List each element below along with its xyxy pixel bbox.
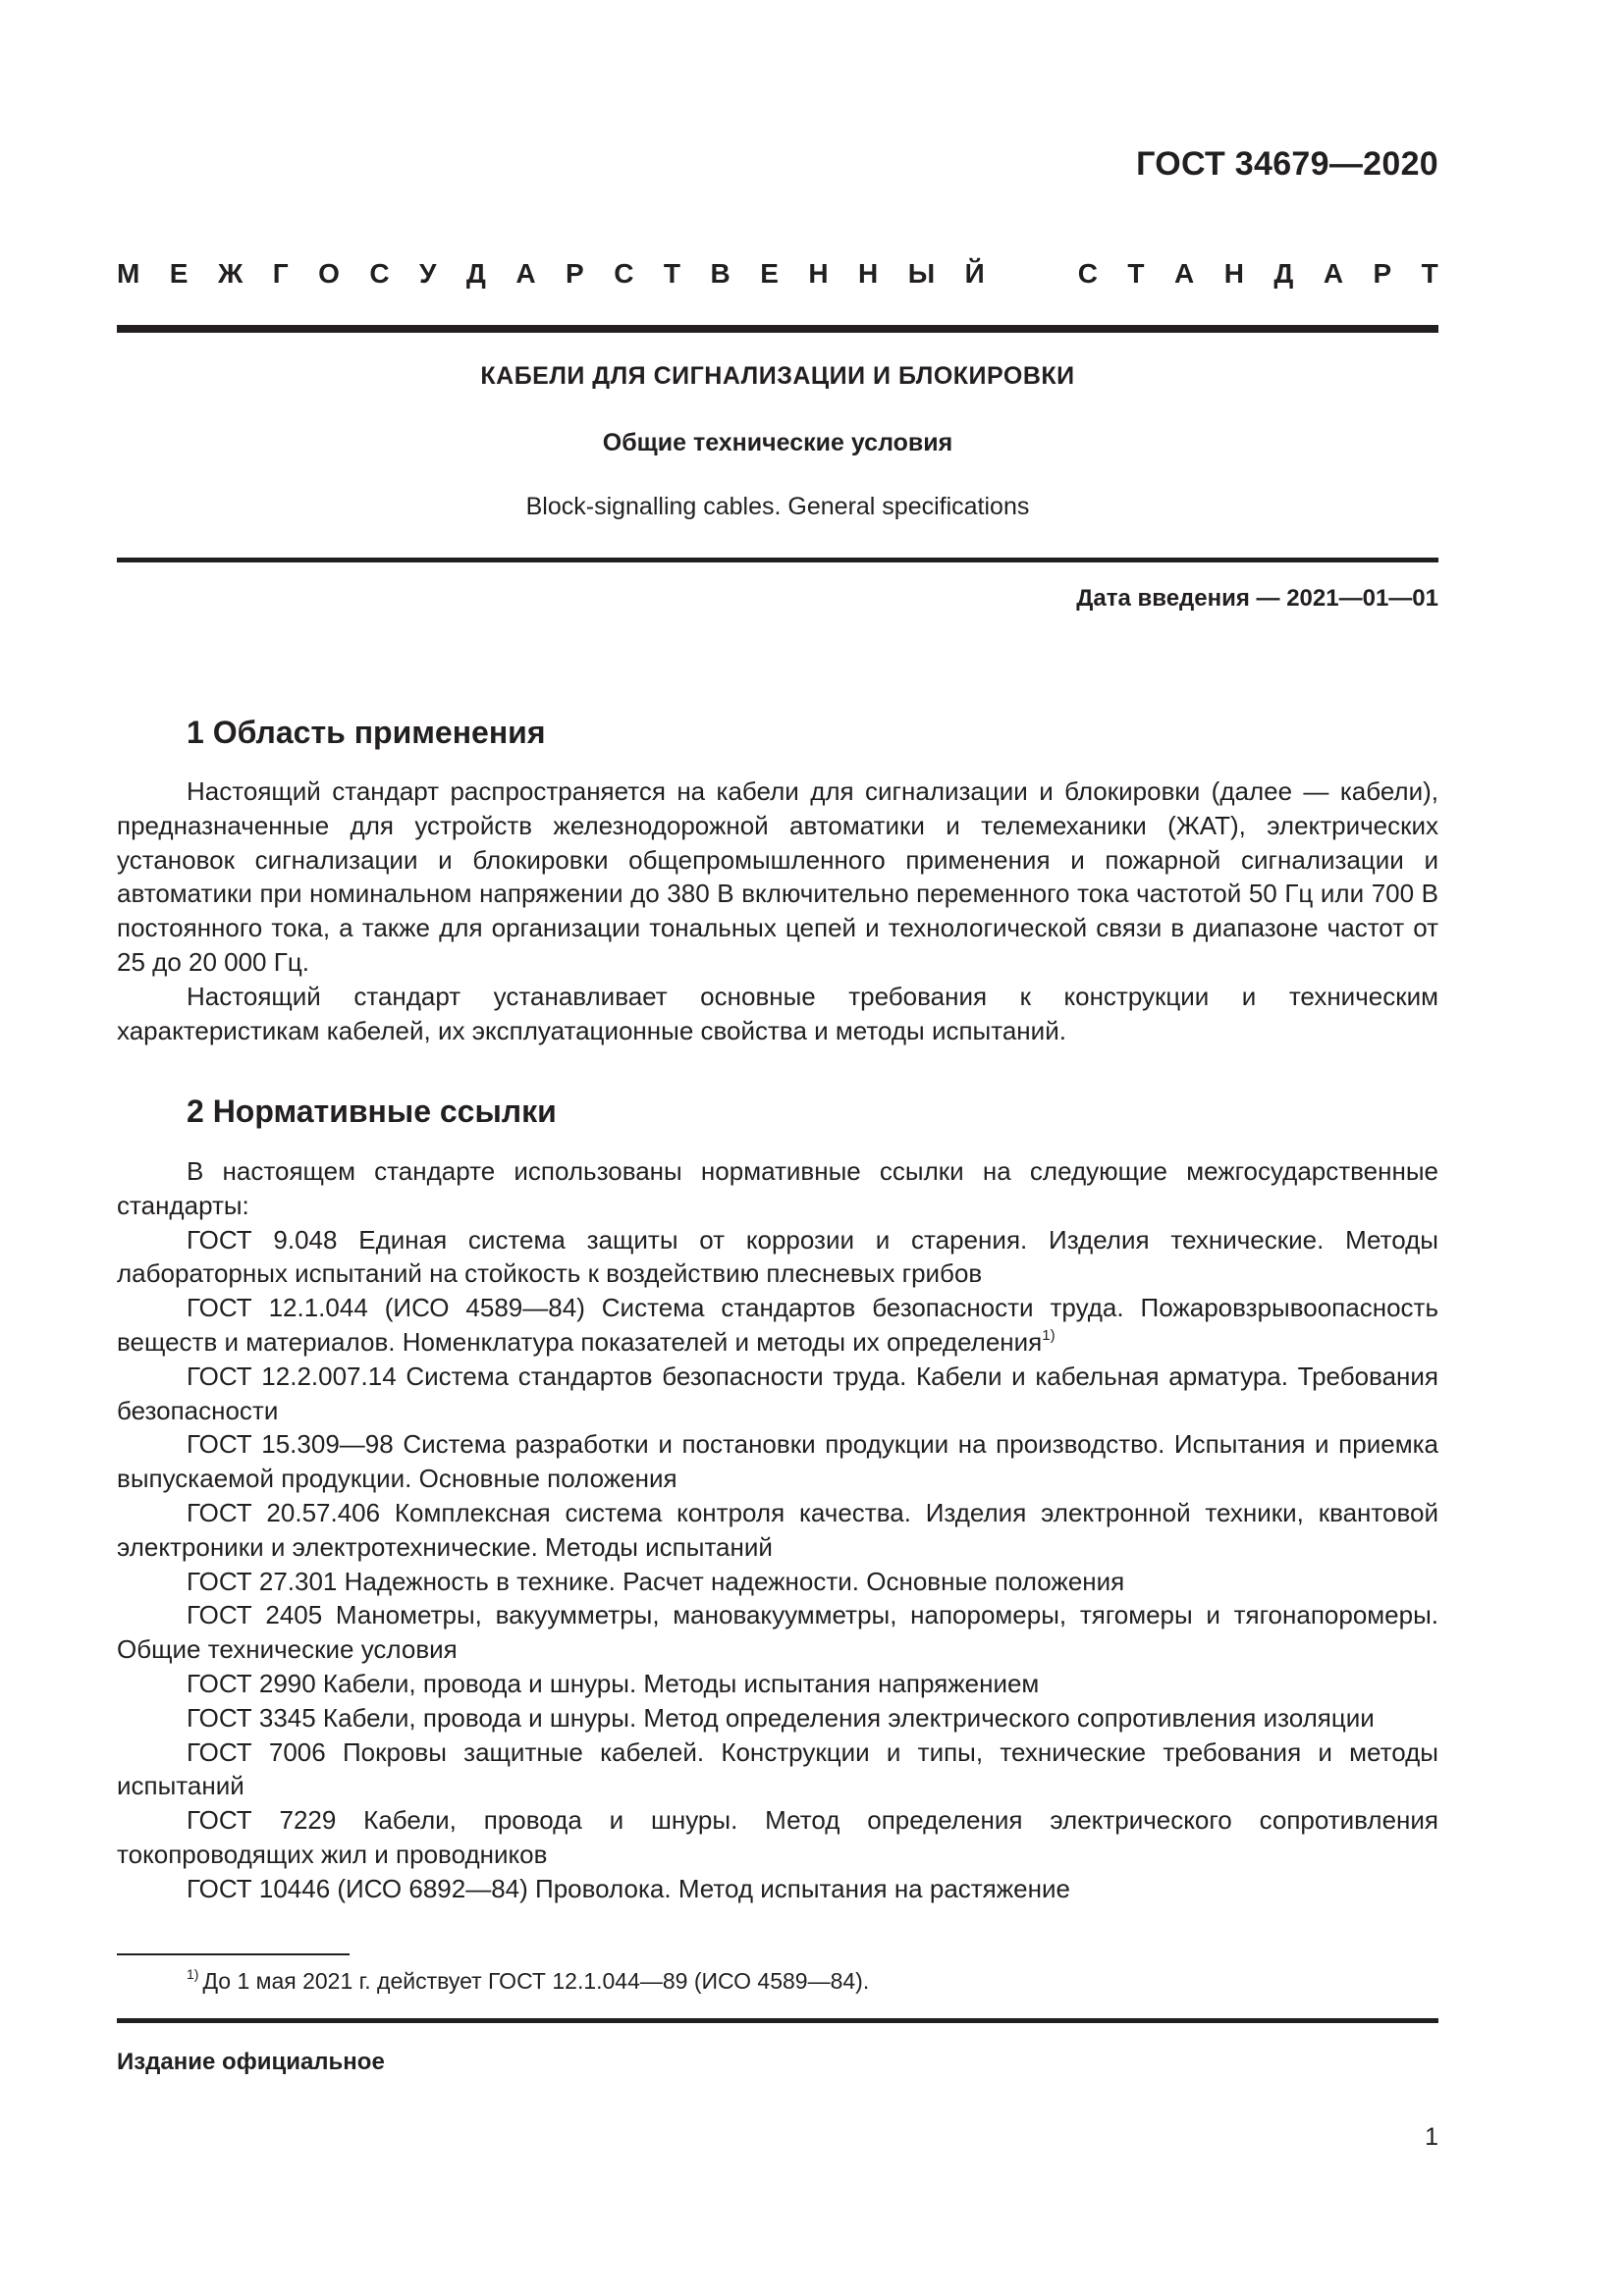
spaced-letter: С <box>614 258 634 289</box>
reference-item: ГОСТ 9.048 Единая система защиты от коррозии и старения. Изделия технические. Методы лабораторных испытаний на стойкость к воздействию плесневых грибов <box>117 1224 1438 1289</box>
spaced-letter: У <box>419 258 437 289</box>
reference-text: ГОСТ 12.1.044 (ИСО 4589—84) Система стандартов безопасности труда. Пожаровзрывоопасность веществ и материалов. Номенклатура показателей и методы их определения <box>117 1293 1438 1357</box>
footnote-reference-mark[interactable]: 1) <box>1042 1326 1056 1344</box>
spaced-letter: Р <box>566 258 584 289</box>
spaced-letter: Е <box>760 258 779 289</box>
document-title: КАБЕЛИ ДЛЯ СИГНАЛИЗАЦИИ И БЛОКИРОВКИ <box>480 362 1075 390</box>
section-2-body <box>117 1154 1438 1906</box>
reference-item: ГОСТ 20.57.406 Комплексная система контроля качества. Изделия электронной техники, квантовой электроники и электротехнические. Методы испытаний <box>117 1497 1438 1562</box>
spaced-letter: А <box>1173 258 1195 289</box>
spaced-letter: М <box>117 258 140 289</box>
footnote-mark: 1) <box>187 1966 199 1982</box>
spaced-letter: Д <box>465 258 486 289</box>
document-title-english: Block-signalling cables. General specifications <box>525 493 1030 520</box>
reference-item: ГОСТ 15.309—98 Система разработки и постановки продукции на производство. Испытания и приемка выпускаемой продукции. Основные положения <box>117 1429 1438 1494</box>
spaced-letter: С <box>1077 258 1098 289</box>
reference-item: ГОСТ 2405 Манометры, вакуумметры, мановакуумметры, напоромеры, тягомеры и тягонапоромеры. Общие технические условия <box>117 1600 1438 1665</box>
section-2-intro: В настоящем стандарте использованы нормативные ссылки на следующие межгосударственные стандарты: <box>117 1156 1438 1220</box>
reference-item: ГОСТ 27.301 Надежность в технике. Расчет надежности. Основные положения <box>187 1566 1125 1596</box>
spaced-letter: Т <box>1421 258 1438 289</box>
spaced-letter: Н <box>808 258 829 289</box>
spaced-letter: Р <box>1373 258 1392 289</box>
spaced-letter: Т <box>663 258 681 289</box>
page-number: 1 <box>1425 2123 1438 2151</box>
spaced-letter: О <box>318 258 340 289</box>
standard-number: ГОСТ 34679—2020 <box>1136 145 1438 183</box>
section-1-heading: 1 Область применения <box>187 715 546 750</box>
reference-item: ГОСТ 12.2.007.14 Система стандартов безопасности труда. Кабели и кабельная арматура. Требования безопасности <box>117 1361 1438 1425</box>
spaced-letter: С <box>369 258 390 289</box>
word-gap <box>1014 258 1048 290</box>
spaced-letter: Ж <box>217 258 244 289</box>
spaced-letter: Д <box>1273 258 1294 289</box>
introduction-date: Дата введения — 2021—01—01 <box>1076 585 1438 612</box>
spaced-letter: Й <box>964 258 985 289</box>
spaced-letter: Г <box>272 258 289 289</box>
spaced-letter: А <box>515 258 536 289</box>
reference-item: ГОСТ 10446 (ИСО 6892—84) Проволока. Метод испытания на растяжение <box>187 1873 1070 1903</box>
spaced-letter: А <box>1323 258 1344 289</box>
spaced-letter: Н <box>1223 258 1244 289</box>
spaced-letter: Н <box>858 258 879 289</box>
standard-type-line <box>117 258 1438 290</box>
document-page <box>117 0 1438 2296</box>
spaced-letter: Ы <box>907 258 936 289</box>
footnote-separator <box>117 1953 350 1955</box>
reference-item: ГОСТ 7229 Кабели, провода и шнуры. Метод определения электрического сопротивления токопроводящих жил и проводников <box>117 1805 1438 1869</box>
section-1-paragraph: Настоящий стандарт устанавливает основные требования к конструкции и техническим характеристикам кабелей, их эксплуатационные свойства и методы испытаний. <box>117 981 1438 1045</box>
reference-item: ГОСТ 7006 Покровы защитные кабелей. Конструкции и типы, технические требования и методы испытаний <box>117 1736 1438 1801</box>
spaced-letter: Е <box>169 258 189 289</box>
reference-item: ГОСТ 2990 Кабели, провода и шнуры. Методы испытания напряжением <box>187 1668 1040 1698</box>
spaced-letter: Т <box>1127 258 1145 289</box>
document-subtitle: Общие технические условия <box>602 429 953 456</box>
footnote <box>187 1968 869 1995</box>
spaced-letter: В <box>710 258 731 289</box>
section-1-paragraph: Настоящий стандарт распространяется на кабели для сигнализации и блокировки (далее — кабели), предназначенные для устройств железнодорожной автоматики и телемеханики (ЖАТ), электрических установок сигнализации и блокировки общепромышленного применения и пожарной сигнализации и автоматики при номинальном напряжении до 380 В включительно переменного тока частотой 50 Гц или 700 В постоянного тока, а также для организации тональных цепей и технологической связи в диапазоне частот от 25 до 20 000 Гц. <box>117 776 1438 977</box>
reference-item: ГОСТ 3345 Кабели, провода и шнуры. Метод определения электрического сопротивления изоляции <box>187 1702 1375 1733</box>
header-rule <box>117 325 1438 333</box>
edition-label: Издание официальное <box>117 2049 385 2075</box>
footnote-text: До 1 мая 2021 г. действует ГОСТ 12.1.044—89 (ИСО 4589—84). <box>202 1968 870 1994</box>
section-2-heading: 2 Нормативные ссылки <box>187 1094 557 1129</box>
title-rule <box>117 558 1438 562</box>
footer-rule <box>117 2018 1438 2023</box>
section-1-body <box>117 774 1438 1047</box>
reference-item <box>117 1291 1438 1360</box>
